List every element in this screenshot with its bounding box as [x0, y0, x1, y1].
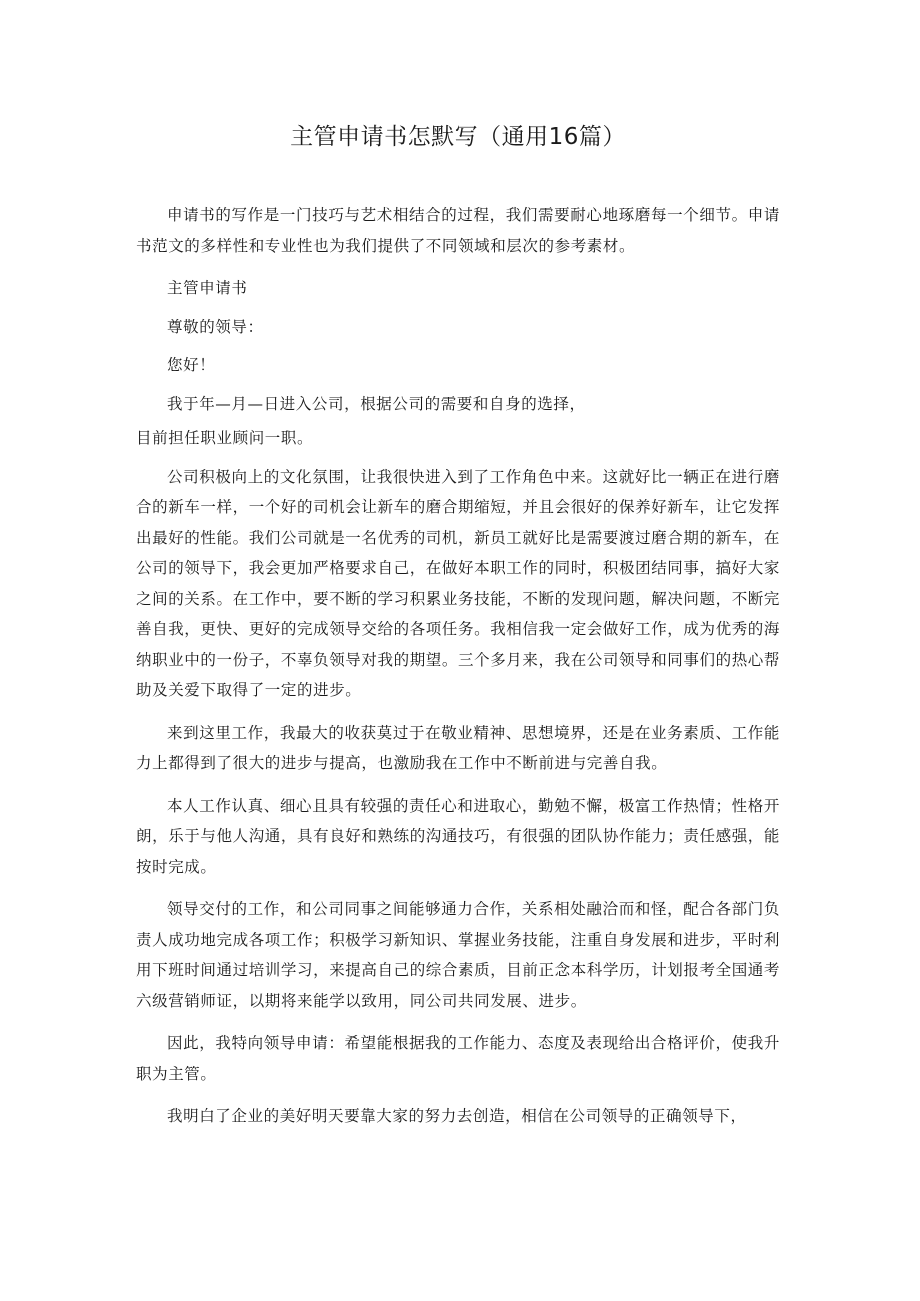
- body-paragraph-self-evaluation: 本人工作认真、细心且具有较强的责任心和进取心，勤勉不懈，极富工作热情；性格开朗，乐于与他人沟通，具有良好和熟练的沟通技巧，有很强的团队协作能力；责任感强，能按时完成。: [136, 796, 781, 876]
- body-paragraph-request: 因此，我特向领导申请：希望能根据我的工作能力、态度及表现给出合格评价，使我升职为主管。: [136, 1034, 780, 1083]
- document-title: 主管申请书怎默写（通用16篇）: [290, 124, 626, 150]
- body-paragraph-entry-date: 我于年—月—日进入公司，根据公司的需要和自身的选择，: [167, 394, 586, 413]
- salutation: 尊敬的领导：: [167, 317, 264, 336]
- body-paragraph-closing: 我明白了企业的美好明天要靠大家的努力去创造，相信在公司领导的正确领导下，: [167, 1107, 747, 1125]
- body-paragraph-teamwork: 领导交付的工作，和公司同事之间能够通力合作，关系相处融洽而和怪，配合各部门负责人成功地完成各项工作；积极学习新知识、掌握业务技能，注重自身发展和进步，平时利用下班时间通过培训学习，来提高自己的综合素质，目前正念本科学历，计划报考全国通考六级营销师证，以期将来能学以致用，同公司共同发展、进步。: [136, 900, 781, 1010]
- body-paragraph-culture: 公司积极向上的文化氛围，让我很快进入到了工作角色中来。这就好比一辆正在进行磨合的新车一样，一个好的司机会让新车的磨合期缩短，并且会很好的保养好新车，让它发挥出最好的性能。我们公司就是一名优秀的司机，新员工就好比是需要渡过磨合期的新车，在公司的领导下，我会更加严格要求自己，在做好本职工作的同时，积极团结同事，搞好大家之间的关系。在工作中，要不断的学习积累业务技能，不断的发现问题，解决问题，不断完善自我，更快、更好的完成领导交给的各项任务。我相信我一定会做好工作，成为优秀的海纳职业中的一份子，不辜负领导对我的期望。三个多月来，我在公司领导和同事们的热心帮助及关爱下取得了一定的进步。: [136, 467, 781, 699]
- letter-heading: 主管申请书: [167, 279, 248, 297]
- intro-paragraph: 申请书的写作是一门技巧与艺术相结合的过程，我们需要耐心地琢磨每一个细节。申请书范文的多样性和专业性也为我们提供了不同领域和层次的参考素材。: [136, 206, 780, 255]
- greeting: 您好！: [167, 356, 216, 374]
- body-paragraph-current-role: 目前担任职业顾问一职。: [136, 429, 314, 447]
- body-paragraph-gains: 来到这里工作，我最大的收获莫过于在敬业精神、思想境界，还是在业务素质、工作能力上都得到了很大的进步与提高，也激励我在工作中不断前进与完善自我。: [136, 723, 780, 772]
